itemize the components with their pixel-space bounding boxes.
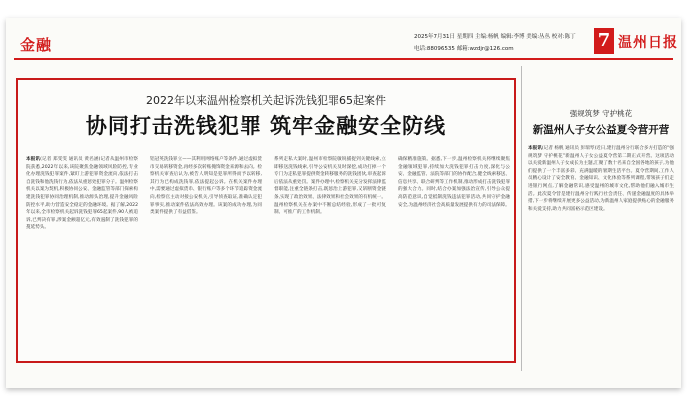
side-article-body: [528, 145, 674, 368]
side-article-headline: 新温州人子女公益夏令营开营: [532, 124, 670, 136]
highlighted-article: [16, 78, 516, 363]
page-header: [6, 18, 681, 60]
article-column-3: [274, 156, 386, 356]
article-column-text: 确保精准施策。据悉,下一步,温州检察机关将继续聚焦金融领域犯罪,持续加大洗钱犯罪打击力度,深化与公安、金融监管、法院等部门的协作配合,健全线索移送、信息共享、联合研判等工作机制,推动形成打击洗钱犯罪的强大合力。同时,结合办案加强法治宣传,引导公众提高防范意识,自觉抵制洗钱违法犯罪活动,共同守护金融安全,为温州经济社会高质量发展提供有力的司法保障。: [398, 157, 510, 208]
page-number-badge: 7: [594, 28, 614, 54]
side-article: [528, 78, 674, 368]
newspaper-page: [6, 18, 681, 388]
newspaper-logo: 温州日报: [618, 35, 678, 51]
side-article-text: (记者 杨帆 通讯员 彭瑞琴)近日,建行温州分行联合多方打造的“强规筑梦 守护桃花”新温州人子女公益夏令营第二期正式开营。这项活动以关爱新温州人子女成长为主题,汇聚了数十名来自全国各地的孩子,为他们提供了一个丰富多彩、充满温暖的暑期生活平台。夏令营期间,工作人员精心设计了安全教育、金融知识、文化体验等系列课程,带领孩子们走进银行网点,了解金融常识,感受温州的城市文化,帮助他们融入城市生活。此次夏令营是建行温州分行践行社会责任、传递金融温度的具体举措,下一步将继续开展更多公益活动,为新温州人家庭提供贴心的金融服务和关爱支持,助力共同富裕示范区建设。: [528, 146, 674, 212]
article-headline: 协同打击洗钱犯罪 筑牢金融安全防线: [85, 113, 447, 138]
article-column-text: (记者 郑雯雯 通讯员 黄名涵)记者从温州市检察院获悉,2022年以来,该院聚焦金融领域风险防控,专业化办理洗钱犯罪案件,紧盯上游犯罪资金流向,依法打击自洗钱和他洗钱行为,依法从重惩处犯罪分子。温州检察机关以案为契机,积极协同公安、金融监管等部门探索构建洗钱犯罪协同治理机制,推动源头治理,提升金融风险防控水平,助力营造安全稳定的金融环境。据了解,2022年以来,全市检察机关起诉洗钱犯罪65起案件,90人被追诉,已判决有罪,涉案金额超亿元,有效遏制了洗钱犯罪的蔓延势头。: [26, 157, 138, 231]
article-column-2: [150, 156, 262, 356]
contact-line: 电话:88096535 邮箱:wzdjr@126.com: [414, 46, 514, 52]
article-column-1: [26, 156, 138, 356]
section-title: 金融: [20, 36, 53, 54]
header-divider: [14, 58, 673, 60]
article-column-4: [398, 156, 510, 356]
article-columns: [26, 156, 510, 356]
article-column-text: 系列走私大案时,温州市检察院敏锐捕捉到关键线索,立即移送洗钱线索,引导公安机关及时深挖,成功打掉一个专门为走私犯罪提供资金转移服务的洗钱团伙,审查起诉后依法从重处罚。案件办理中,检察机关充分发挥法律监督职能,注重全链条打击,既惩治上游犯罪,又斩断资金链条,实现了政治效果、法律效果和社会效果的有机统一。温州检察机关在办案中不断总结经验,形成了一批可复制、可推广的工作机制。: [274, 157, 386, 216]
side-article-byline: 本报讯: [528, 146, 542, 151]
side-article-kicker: 强规筑梦 守护桃花: [569, 109, 633, 118]
article-kicker: 2022年以来温州检察机关起诉洗钱犯罪65起案件: [146, 94, 386, 107]
article-column-text: 铝冠英洗钱罪立——其利用网络账户等条件,通过虚拟货币交易转移资金,再经多次转账掩饰资金来源和去向。检察机关审查后认为,被告人明知是犯罪所得而予以转移,其行为已构成洗钱罪,依法提起公诉。在机关案件办理中,需要通过虚拟货币、银行账户等多个环节追踪资金流向,检察官主动对接公安机关,引导侦查取证,准确认定犯罪事实,推动案件依法高效办理。该案的成功办理,为同类案件提供了有益借鉴。: [150, 157, 262, 216]
article-byline: 本报讯: [26, 157, 41, 162]
column-divider: [521, 66, 522, 371]
date-editor-line: 2025年7月31日 星期四 主编:杨帆 编辑:李博 美编:丛丛 校对:陈丁: [414, 34, 576, 40]
